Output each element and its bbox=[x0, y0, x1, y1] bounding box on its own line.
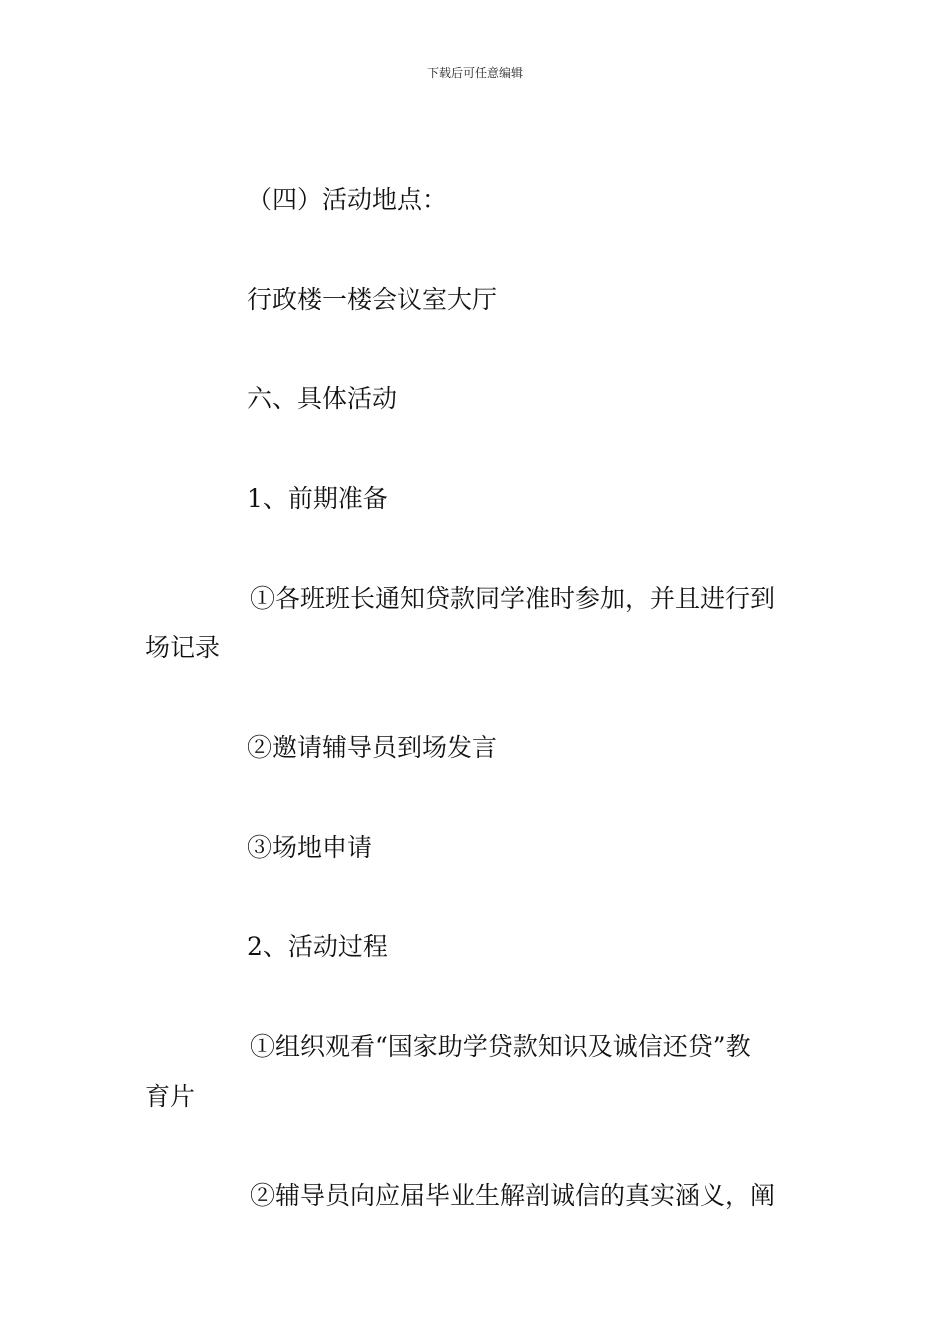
process-item-1: ①组织观看“国家助学贷款知识及诚信还贷”教 bbox=[250, 1032, 751, 1061]
section-heading-activities: 六、具体活动 bbox=[247, 384, 398, 413]
page-header: 下载后可任意编辑 bbox=[426, 66, 523, 80]
prep-item-2: ②邀请辅导员到场发言 bbox=[247, 733, 498, 762]
subheading-preparation: 1、前期准备 bbox=[247, 484, 388, 513]
prep-item-1: ①各班班长通知贷款同学准时参加，并且进行到 bbox=[250, 584, 776, 613]
prep-item-3: ③场地申请 bbox=[247, 833, 373, 862]
section-heading-location: （四）活动地点： bbox=[247, 185, 448, 214]
subheading-process: 2、活动过程 bbox=[247, 932, 388, 961]
process-item-1-continued: 育片 bbox=[145, 1082, 196, 1111]
prep-item-1-continued: 场记录 bbox=[145, 633, 221, 662]
location-text: 行政楼一楼会议室大厅 bbox=[247, 285, 498, 314]
process-item-2: ②辅导员向应届毕业生解剖诚信的真实涵义，阐 bbox=[250, 1181, 776, 1210]
